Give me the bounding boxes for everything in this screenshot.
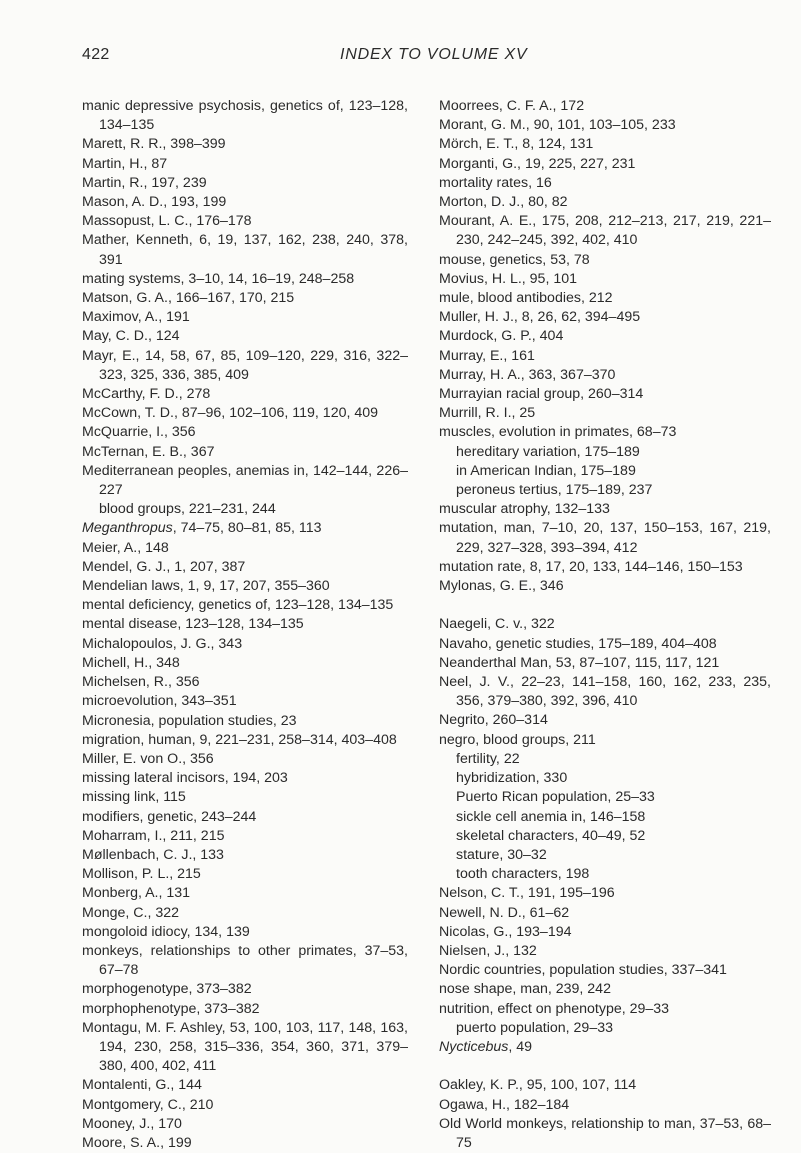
index-entry-text: Mendelian laws, 1, 9, 17, 207, 355–360 xyxy=(82,578,330,595)
index-entry xyxy=(439,155,771,174)
index-subentry xyxy=(439,443,771,462)
index-entry-text: manic depressive psychosis, genetics of, 123–128, 134–135 xyxy=(82,98,408,134)
index-entry xyxy=(82,97,408,135)
index-entry xyxy=(439,135,771,154)
section-gap xyxy=(439,1057,771,1076)
index-entry xyxy=(439,519,771,557)
index-entry-text: muscular atrophy, 132–133 xyxy=(439,501,610,518)
index-entry xyxy=(82,539,408,558)
index-entry xyxy=(82,596,408,615)
index-entry-text: Neel, J. V., 22–23, 141–158, 160, 162, 233, 235, 356, 379–380, 392, 396, 410 xyxy=(439,674,771,710)
index-entry xyxy=(439,615,771,634)
index-entry xyxy=(439,904,771,923)
index-column-left xyxy=(82,97,408,1153)
index-entry-text: Monberg, A., 131 xyxy=(82,885,191,902)
index-entry xyxy=(82,1096,408,1115)
index-entry-text: missing link, 115 xyxy=(82,789,186,806)
index-entry-text: skeletal characters, 40–49, 52 xyxy=(456,827,646,844)
index-entry xyxy=(82,980,408,999)
index-entry xyxy=(82,692,408,711)
index-entry-text: May, C. D., 124 xyxy=(82,328,180,345)
index-entry-text: migration, human, 9, 221–231, 258–314, 403–408 xyxy=(82,731,397,748)
index-entry-text: Movius, H. L., 95, 101 xyxy=(439,270,578,287)
index-entry-text: Michalopoulos, J. G., 343 xyxy=(82,635,243,652)
index-entry xyxy=(82,135,408,154)
index-entry xyxy=(82,1115,408,1134)
index-entry-text: Maximov, A., 191 xyxy=(82,309,190,326)
index-entry xyxy=(439,423,771,442)
index-entry xyxy=(439,500,771,519)
index-entry-text: mouse, genetics, 53, 78 xyxy=(439,251,590,268)
index-entry-text: morphogenotype, 373–382 xyxy=(82,981,252,998)
index-entry xyxy=(439,942,771,961)
index-entry-text: Miller, E. von O., 356 xyxy=(82,750,214,767)
index-entry xyxy=(82,827,408,846)
index-entry-text: sickle cell anemia in, 146–158 xyxy=(456,808,646,825)
index-entry-text: Nicolas, G., 193–194 xyxy=(439,923,572,940)
index-entry-text: monkeys, relationships to other primates, 37–53, 67–78 xyxy=(82,942,408,979)
index-entry-text: Mylonas, G. E., 346 xyxy=(439,578,564,595)
index-entry xyxy=(82,308,408,327)
index-entry xyxy=(82,462,408,500)
index-entry-text: Negrito, 260–314 xyxy=(439,712,548,729)
index-entry-text: Michell, H., 348 xyxy=(82,654,180,671)
index-entry xyxy=(439,385,771,404)
index-entry-text: microevolution, 343–351 xyxy=(82,693,237,710)
index-entry-text: Ogawa, H., 182–184 xyxy=(439,1096,570,1113)
index-entry-text: Nelson, C. T., 191, 195–196 xyxy=(439,885,615,902)
index-entry xyxy=(82,731,408,750)
index-entry-text: mutation, man, 7–10, 20, 137, 150–153, 167, 219, 229, 327–328, 393–394, 412 xyxy=(439,520,771,556)
index-entry-text: Mourant, A. E., 175, 208, 212–213, 217, 219, 221–230, 242–245, 392, 402, 410 xyxy=(439,213,771,249)
index-subentry xyxy=(439,846,771,865)
index-entry-text: Micronesia, population studies, 23 xyxy=(82,712,297,729)
index-entry-text: McQuarrie, I., 356 xyxy=(82,424,196,441)
index-entry xyxy=(82,769,408,788)
index-entry-text: Marett, R. R., 398–399 xyxy=(82,136,226,153)
index-entry xyxy=(82,212,408,231)
index-subentry xyxy=(82,500,408,519)
index-entry xyxy=(82,884,408,903)
index-entry xyxy=(82,788,408,807)
index-entry xyxy=(82,385,408,404)
index-entry xyxy=(82,519,408,538)
index-entry xyxy=(82,846,408,865)
index-entry xyxy=(439,347,771,366)
index-entry-text: Puerto Rican population, 25–33 xyxy=(456,789,655,806)
index-entry xyxy=(439,731,771,750)
index-entry-text: Martin, R., 197, 239 xyxy=(82,174,207,191)
index-entry-text: Morant, G. M., 90, 101, 103–105, 233 xyxy=(439,117,676,134)
index-entry xyxy=(82,558,408,577)
index-entry xyxy=(439,654,771,673)
index-entry-text: Neanderthal Man, 53, 87–107, 115, 117, 121 xyxy=(439,654,720,671)
index-entry-text: Moore, S. A., 199 xyxy=(82,1134,192,1151)
index-entry xyxy=(82,404,408,423)
index-entry-text: Naegeli, C. v., 322 xyxy=(439,616,555,633)
index-entry xyxy=(439,308,771,327)
index-entry xyxy=(82,808,408,827)
index-entry xyxy=(82,289,408,308)
index-entry-text: mortality rates, 16 xyxy=(439,174,552,191)
index-subentry xyxy=(439,865,771,884)
index-entry-text: Murray, H. A., 363, 367–370 xyxy=(439,366,616,383)
index-entry-text: tooth characters, 198 xyxy=(456,866,590,883)
index-entry-text: mental deficiency, genetics of, 123–128, 134–135 xyxy=(82,597,394,614)
index-entry-text: Montagu, M. F. Ashley, 53, 100, 103, 117, 148, 163, 194, 230, 258, 315–336, 354, 360, 371, 379–380, 400, 402, 411 xyxy=(82,1019,408,1075)
index-entry-text: negro, blood groups, 211 xyxy=(439,731,596,748)
index-entry xyxy=(439,1115,771,1153)
index-entry-text: Mörch, E. T., 8, 124, 131 xyxy=(439,136,594,153)
index-entry-text: muscles, evolution in primates, 68–73 xyxy=(439,424,677,441)
index-subentry xyxy=(439,462,771,481)
running-title: INDEX TO VOLUME XV xyxy=(340,46,528,63)
page-number: 422 xyxy=(82,46,110,63)
index-entry-text: mongoloid idiocy, 134, 139 xyxy=(82,923,250,940)
index-entry xyxy=(82,904,408,923)
index-entry xyxy=(439,961,771,980)
index-entry-text: Nielsen, J., 132 xyxy=(439,942,537,959)
index-entry xyxy=(82,635,408,654)
index-entry-text: Moharram, I., 211, 215 xyxy=(82,827,225,844)
index-entry xyxy=(439,97,771,116)
index-entry xyxy=(82,347,408,385)
index-entry xyxy=(439,174,771,193)
index-entry xyxy=(439,1000,771,1019)
index-entry xyxy=(439,251,771,270)
section-gap xyxy=(439,596,771,615)
index-entry-text: Mather, Kenneth, 6, 19, 137, 162, 238, 240, 378, 391 xyxy=(82,232,408,268)
index-entry xyxy=(439,193,771,212)
index-entry xyxy=(439,212,771,250)
index-entry-text: nutrition, effect on phenotype, 29–33 xyxy=(439,1000,670,1017)
index-entry-text: Navaho, genetic studies, 175–189, 404–408 xyxy=(439,635,717,652)
index-entry xyxy=(82,865,408,884)
index-entry-text: Murrill, R. I., 25 xyxy=(439,405,536,422)
index-entry-text: Moorrees, C. F. A., 172 xyxy=(439,98,585,114)
index-entry-text: blood groups, 221–231, 244 xyxy=(99,501,276,518)
index-entry-text: mutation rate, 8, 17, 20, 133, 144–146, 150–153 xyxy=(439,558,743,575)
index-entry xyxy=(82,327,408,346)
index-column-right xyxy=(439,97,771,1153)
index-entry xyxy=(82,231,408,269)
index-entry-text: mating systems, 3–10, 14, 16–19, 248–258 xyxy=(82,270,355,287)
index-entry xyxy=(82,923,408,942)
index-entry xyxy=(82,1000,408,1019)
index-entry-text: Møllenbach, C. J., 133 xyxy=(82,846,224,863)
index-entry xyxy=(82,654,408,673)
index-entry-text: puerto population, 29–33 xyxy=(456,1019,613,1036)
index-entry xyxy=(439,711,771,730)
index-entry-text: Morton, D. J., 80, 82 xyxy=(439,194,568,211)
index-entry-text: Mayr, E., 14, 58, 67, 85, 109–120, 229, 316, 322–323, 325, 336, 385, 409 xyxy=(82,347,408,383)
index-entry-text: Mooney, J., 170 xyxy=(82,1115,182,1132)
index-entry-text: Monge, C., 322 xyxy=(82,904,180,921)
index-entry-text: in American Indian, 175–189 xyxy=(456,462,636,479)
index-entry xyxy=(82,174,408,193)
index-entry xyxy=(439,1038,771,1057)
index-subentry xyxy=(439,481,771,500)
index-entry xyxy=(82,270,408,289)
index-entry-text: Newell, N. D., 61–62 xyxy=(439,904,570,921)
index-entry xyxy=(82,712,408,731)
index-entry xyxy=(82,673,408,692)
index-entry xyxy=(439,577,771,596)
index-entry-text: Montalenti, G., 144 xyxy=(82,1077,202,1094)
index-entry-text: McCarthy, F. D., 278 xyxy=(82,386,211,403)
index-entry-text: Montgomery, C., 210 xyxy=(82,1096,214,1113)
index-entry-text: Old World monkeys, relationship to man, 37–53, 68–75 xyxy=(439,1115,771,1151)
index-entry xyxy=(439,673,771,711)
index-entry xyxy=(439,884,771,903)
index-entry-text: hybridization, 330 xyxy=(456,770,568,787)
index-entry xyxy=(82,615,408,634)
index-subentry xyxy=(439,827,771,846)
index-subentry xyxy=(439,808,771,827)
index-entry-text: modifiers, genetic, 243–244 xyxy=(82,808,257,825)
index-entry xyxy=(439,635,771,654)
index-entry xyxy=(82,155,408,174)
index-entry-text: Mollison, P. L., 215 xyxy=(82,866,201,883)
index-entry-text: morphophenotype, 373–382 xyxy=(82,1000,260,1017)
index-subentry xyxy=(439,1019,771,1038)
index-entry xyxy=(439,404,771,423)
index-entry-text: peroneus tertius, 175–189, 237 xyxy=(456,482,653,499)
index-entry xyxy=(439,558,771,577)
index-entry xyxy=(82,423,408,442)
index-entry-text: Matson, G. A., 166–167, 170, 215 xyxy=(82,290,295,307)
index-entry-text: Massopust, L. C., 176–178 xyxy=(82,213,252,230)
index-entry-text: Morganti, G., 19, 225, 227, 231 xyxy=(439,155,636,172)
index-entry xyxy=(82,193,408,212)
index-entry-text: Mason, A. D., 193, 199 xyxy=(82,194,227,211)
index-subentry xyxy=(439,788,771,807)
index-entry xyxy=(439,289,771,308)
index-entry-text: fertility, 22 xyxy=(456,750,520,767)
index-entry xyxy=(82,750,408,769)
index-entry xyxy=(439,116,771,135)
index-entry-text: Michelsen, R., 356 xyxy=(82,674,200,691)
index-entry-text: Murdock, G. P., 404 xyxy=(439,328,564,345)
index-entry xyxy=(82,942,408,980)
index-entry-text: Nycticebus, 49 xyxy=(439,1038,533,1055)
running-header xyxy=(82,46,722,68)
index-entry xyxy=(439,366,771,385)
index-entry-text: McCown, T. D., 87–96, 102–106, 119, 120, 409 xyxy=(82,405,379,422)
index-entry xyxy=(439,1096,771,1115)
index-entry-text: McTernan, E. B., 367 xyxy=(82,443,215,460)
index-entry-text: Mediterranean peoples, anemias in, 142–144, 226–227 xyxy=(82,462,408,499)
index-entry xyxy=(439,270,771,289)
index-entry-text: nose shape, man, 239, 242 xyxy=(439,981,611,998)
index-entry-text: Murrayian racial group, 260–314 xyxy=(439,386,644,403)
index-entry-text: mental disease, 123–128, 134–135 xyxy=(82,616,304,633)
index-entry xyxy=(82,1019,408,1077)
index-entry xyxy=(82,577,408,596)
index-entry-text: Muller, H. J., 8, 26, 62, 394–495 xyxy=(439,309,641,326)
index-subentry xyxy=(439,769,771,788)
index-subentry xyxy=(439,750,771,769)
index-entry-text: mule, blood antibodies, 212 xyxy=(439,290,613,307)
index-entry-text: Murray, E., 161 xyxy=(439,347,535,364)
index-entry-text: stature, 30–32 xyxy=(456,846,547,863)
index-entry xyxy=(82,1134,408,1153)
index-entry-text: Nordic countries, population studies, 337–341 xyxy=(439,962,727,979)
index-entry xyxy=(439,327,771,346)
index-entry-text: missing lateral incisors, 194, 203 xyxy=(82,770,288,787)
index-entry-text: hereditary variation, 175–189 xyxy=(456,443,640,460)
index-entry-text: Oakley, K. P., 95, 100, 107, 114 xyxy=(439,1077,637,1094)
index-entry-text: Martin, H., 87 xyxy=(82,155,168,172)
index-entry-text: Mendel, G. J., 1, 207, 387 xyxy=(82,558,246,575)
index-entry xyxy=(439,980,771,999)
index-entry-text: Meier, A., 148 xyxy=(82,539,169,556)
index-entry xyxy=(82,443,408,462)
index-entry xyxy=(439,923,771,942)
index-entry-text: Meganthropus, 74–75, 80–81, 85, 113 xyxy=(82,520,322,537)
